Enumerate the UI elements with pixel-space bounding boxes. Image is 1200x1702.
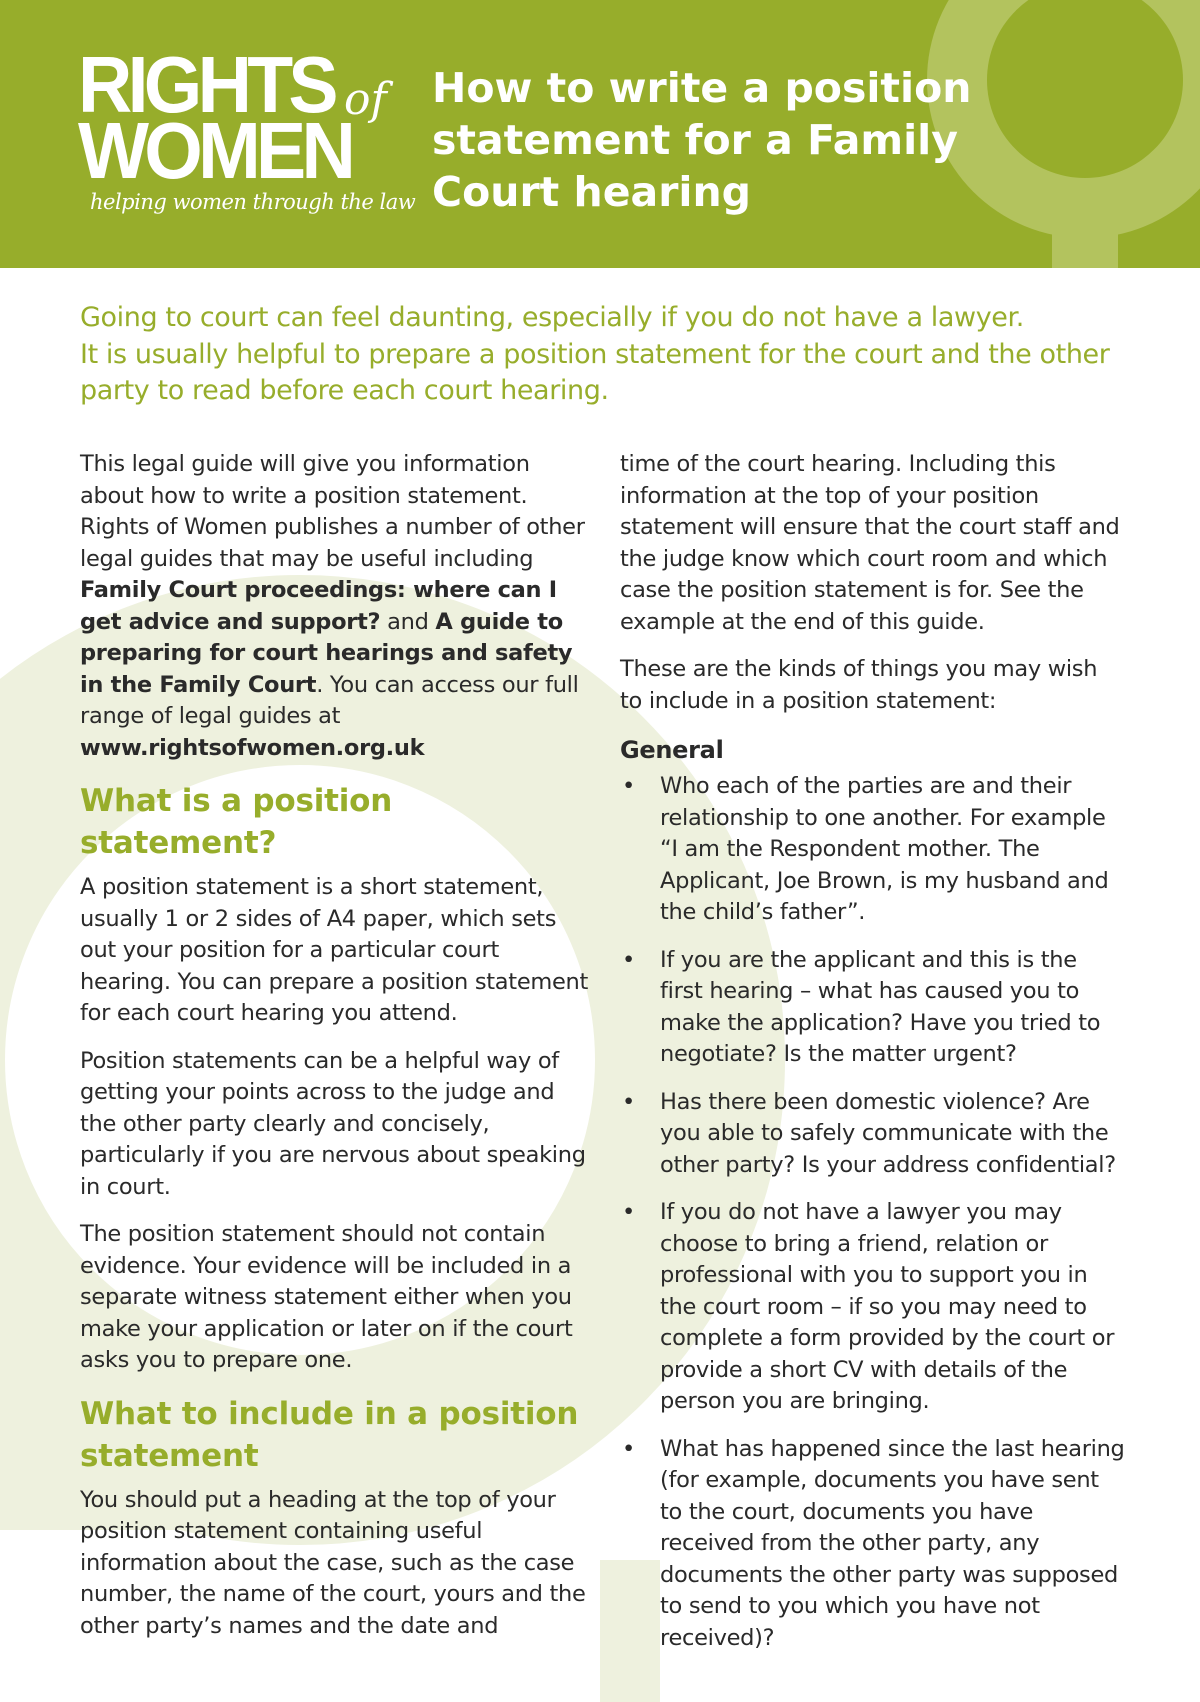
heading-what-is: What is a position statement?: [80, 783, 393, 861]
bullet: •: [622, 1199, 635, 1225]
text: This legal guide will give you information about how to write a position statement. Rights of Women publishes a number of other legal guides that may be useful including: [80, 451, 585, 572]
list-item: [620, 945, 1125, 1071]
page-title: [432, 62, 1032, 218]
text: and: [380, 608, 436, 635]
logo-tagline: helping women through the law: [90, 190, 416, 214]
paragraph: The position statement should not contain evidence. Your evidence will be included in a separate witness statement either when you make your application or later on if the court asks you to prepare one.: [80, 1221, 573, 1373]
general-list: [620, 771, 1125, 1654]
logo-women: WOMEN: [78, 106, 352, 195]
guide-intro-paragraph: [80, 449, 590, 764]
list-item-text: If you do not have a lawyer you may choose to bring a friend, relation or professional with you to support you in the court room – if so you may need to complete a form provided by the court or provide a short CV with details of the person you are bringing.: [660, 1199, 1115, 1414]
title-line: statement for a Family: [432, 116, 958, 164]
list-item-text: What has happened since the last hearing (for example, documents you have sent to the court, documents you have received from the other party, any documents the other party was supposed to send to you which you have not received)?: [660, 1435, 1125, 1651]
bullet: •: [622, 946, 635, 973]
website-link[interactable]: www.rightsofwomen.org.uk: [80, 734, 425, 761]
intro-text: [80, 300, 1140, 410]
heading-what-to-include: What to include in a position statement: [80, 1395, 579, 1474]
bullet: •: [622, 773, 635, 799]
paragraph: You should put a heading at the top of your position statement containing useful information about the case, such as the case number, the name of the court, yours and the other party’s names and the date and: [80, 1486, 586, 1639]
title-line: How to write a position: [432, 64, 972, 112]
bullet: •: [622, 1435, 635, 1462]
guide-title: Family Court proceedings: where can I get advice and support?: [80, 577, 557, 635]
rights-of-women-logo: [78, 40, 416, 222]
title-line: Court hearing: [432, 168, 752, 216]
list-item-text: Who each of the parties are and their relationship to one another. For example “I am the Respondent mother. The Applicant, Joe Brown, is my husband and the child’s father”.: [660, 773, 1109, 925]
text: . You can access our full range of legal guides at: [80, 671, 579, 729]
paragraph: A position statement is a short statement, usually 1 or 2 sides of A4 paper, which sets out your position for a particular court hearing. You can prepare a position statement for each court hearing you attend.: [80, 874, 588, 1026]
logo-rights: RIGHTS: [78, 40, 334, 129]
list-item: [620, 771, 1125, 929]
logo-of: of: [344, 74, 387, 125]
heading-general: General: [620, 736, 724, 764]
left-column: [80, 449, 590, 1658]
paragraph: time of the court hearing. Including this information at the top of your position statement will ensure that the court staff and the judge know which court room and which case the position statement is for. See the example at the end of this guide.: [620, 451, 1120, 635]
right-column: [620, 449, 1125, 1670]
list-item-text: If you are the applicant and this is the first hearing – what has caused you to make the application? Have you tried to negotiate? Is the matter urgent?: [660, 946, 1101, 1067]
list-item: [620, 1434, 1125, 1655]
header-banner: [0, 0, 1200, 268]
list-item-text: Has there been domestic violence? Are you able to safely communicate with the other party? Is your address confidential?: [660, 1088, 1116, 1178]
paragraph: These are the kinds of things you may wish to include in a position statement:: [620, 656, 1098, 714]
list-item: [620, 1087, 1125, 1182]
paragraph: Position statements can be a helpful way of getting your points across to the judge and the other party clearly and concisely, particularly if you are nervous about speaking in court.: [80, 1047, 586, 1200]
guide-title: A guide to preparing for court hearings and safety in the Family Court: [80, 608, 573, 698]
list-item: [620, 1197, 1125, 1418]
intro-line: party to read before each court hearing.: [80, 375, 609, 406]
intro-line: Going to court can feel daunting, especially if you do not have a lawyer.: [80, 302, 1024, 333]
intro-line: It is usually helpful to prepare a position statement for the court and the other: [80, 338, 1110, 370]
bullet: •: [622, 1088, 635, 1115]
